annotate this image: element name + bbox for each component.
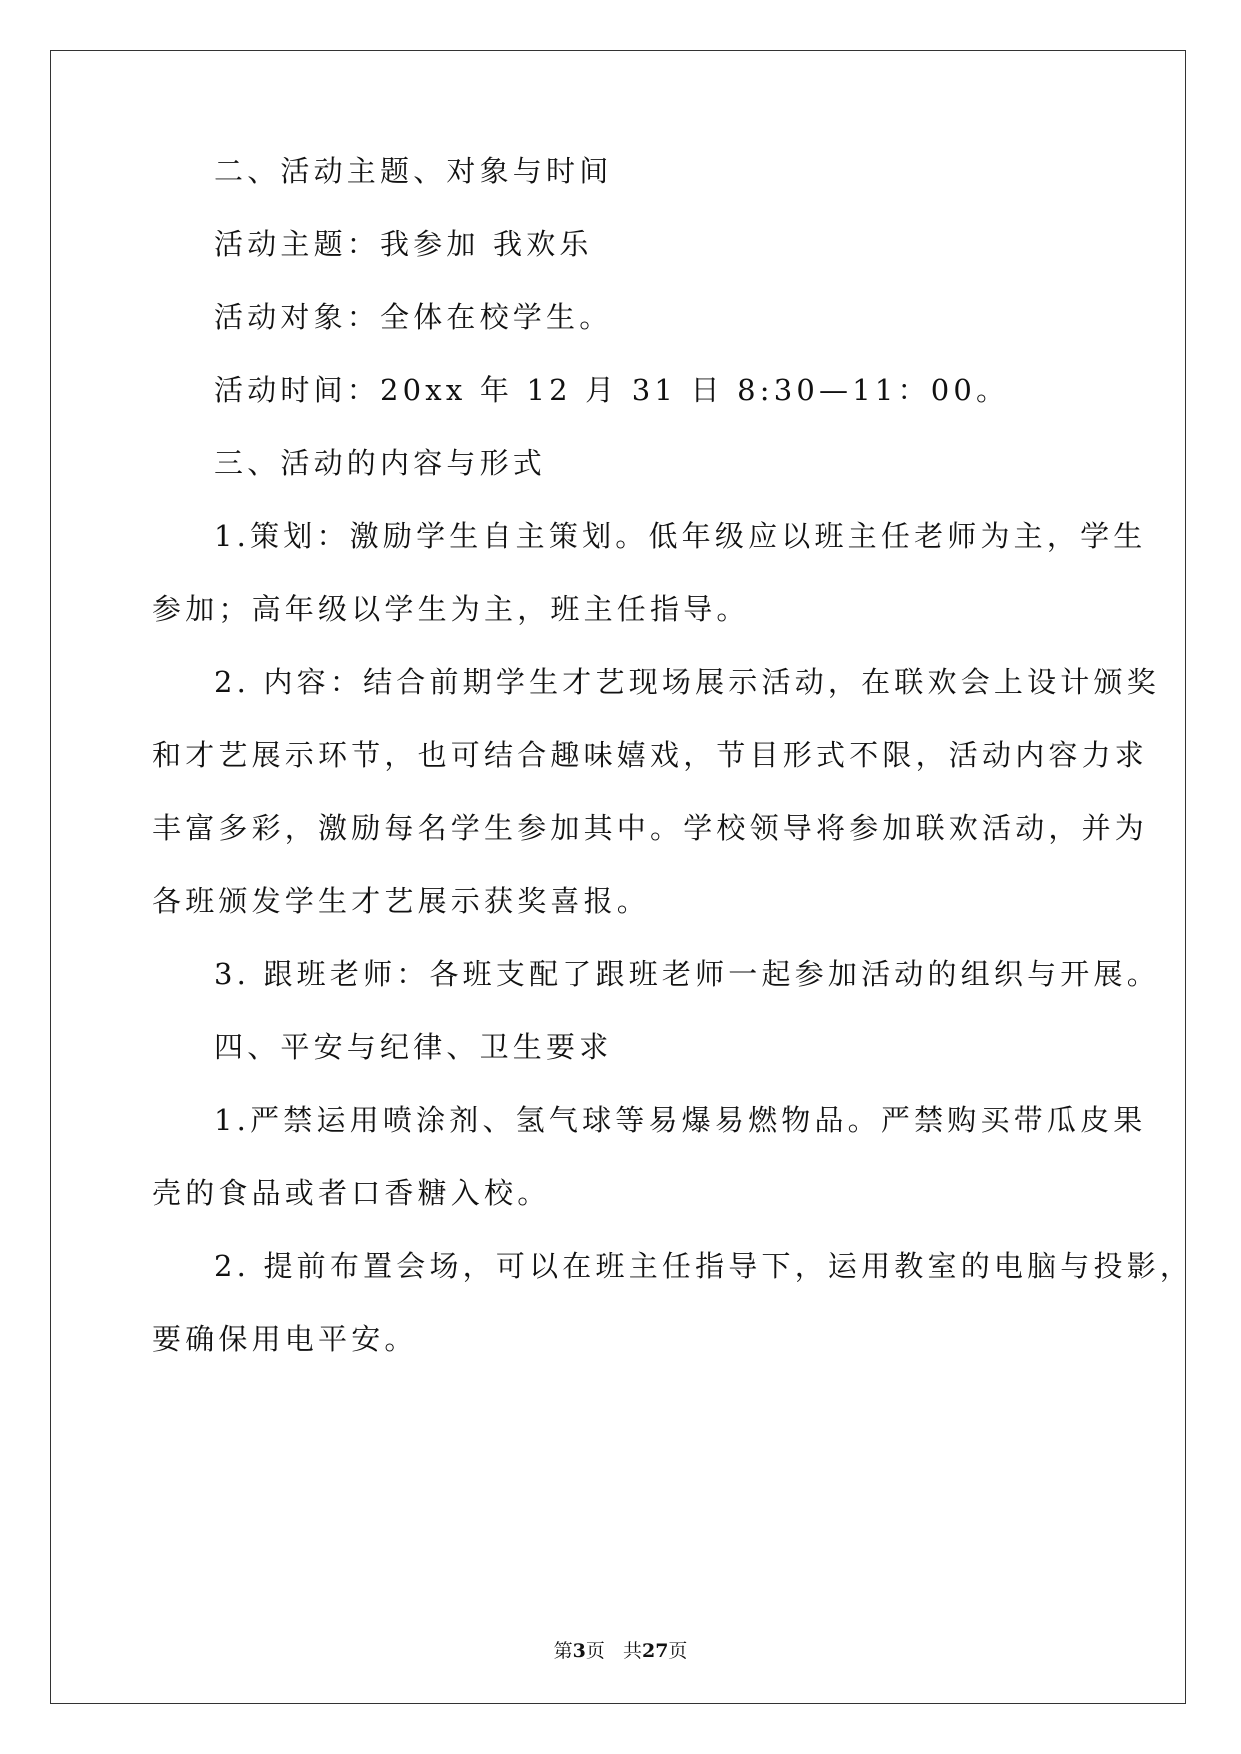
section-2-heading: 二、活动主题、对象与时间 [214,154,613,188]
page-footer [0,1642,1241,1661]
item-3-2-line-2: 和才艺展示环节，也可结合趣味嬉戏，节目形式不限，活动内容力求 [152,738,1149,772]
page-border [50,50,1186,1704]
page-prefix: 第 [553,1640,573,1662]
total-prefix: 共 [622,1640,642,1662]
item-3-1-line-1: 1.策划：激励学生自主策划。低年级应以班主任老师为主，学生 [214,519,1147,553]
page-number: 3 [572,1640,586,1662]
item-3-3-line-1: 3. 跟班老师：各班支配了跟班老师一起参加活动的组织与开展。 [214,957,1160,991]
time-line: 活动时间：20xx 年 12 月 31 日 8:30—11：00。 [214,373,1010,407]
page-suffix: 页 [585,1640,605,1662]
item-4-2-line-1: 2. 提前布置会场，可以在班主任指导下，运用教室的电脑与投影， [214,1249,1194,1283]
audience-line: 活动对象：全体在校学生。 [214,300,613,334]
item-3-1-line-2: 参加；高年级以学生为主，班主任指导。 [152,592,750,626]
item-4-1-line-2: 壳的食品或者口香糖入校。 [152,1176,551,1210]
item-4-2-line-2: 要确保用电平安。 [152,1322,418,1356]
theme-line: 活动主题：我参加 我欢乐 [214,227,593,261]
section-3-heading: 三、活动的内容与形式 [214,446,547,480]
item-4-1-line-1: 1.严禁运用喷涂剂、氢气球等易爆易燃物品。严禁购买带瓜皮果 [214,1103,1147,1137]
item-3-2-line-4: 各班颁发学生才艺展示获奖喜报。 [152,884,651,918]
item-3-2-line-3: 丰富多彩，激励每名学生参加其中。学校领导将参加联欢活动，并为 [152,811,1149,845]
total-pages: 27 [641,1640,669,1662]
section-4-heading: 四、平安与纪律、卫生要求 [214,1030,613,1064]
item-3-2-line-1: 2. 内容：结合前期学生才艺现场展示活动，在联欢会上设计颁奖 [214,665,1160,699]
total-suffix: 页 [668,1640,688,1662]
